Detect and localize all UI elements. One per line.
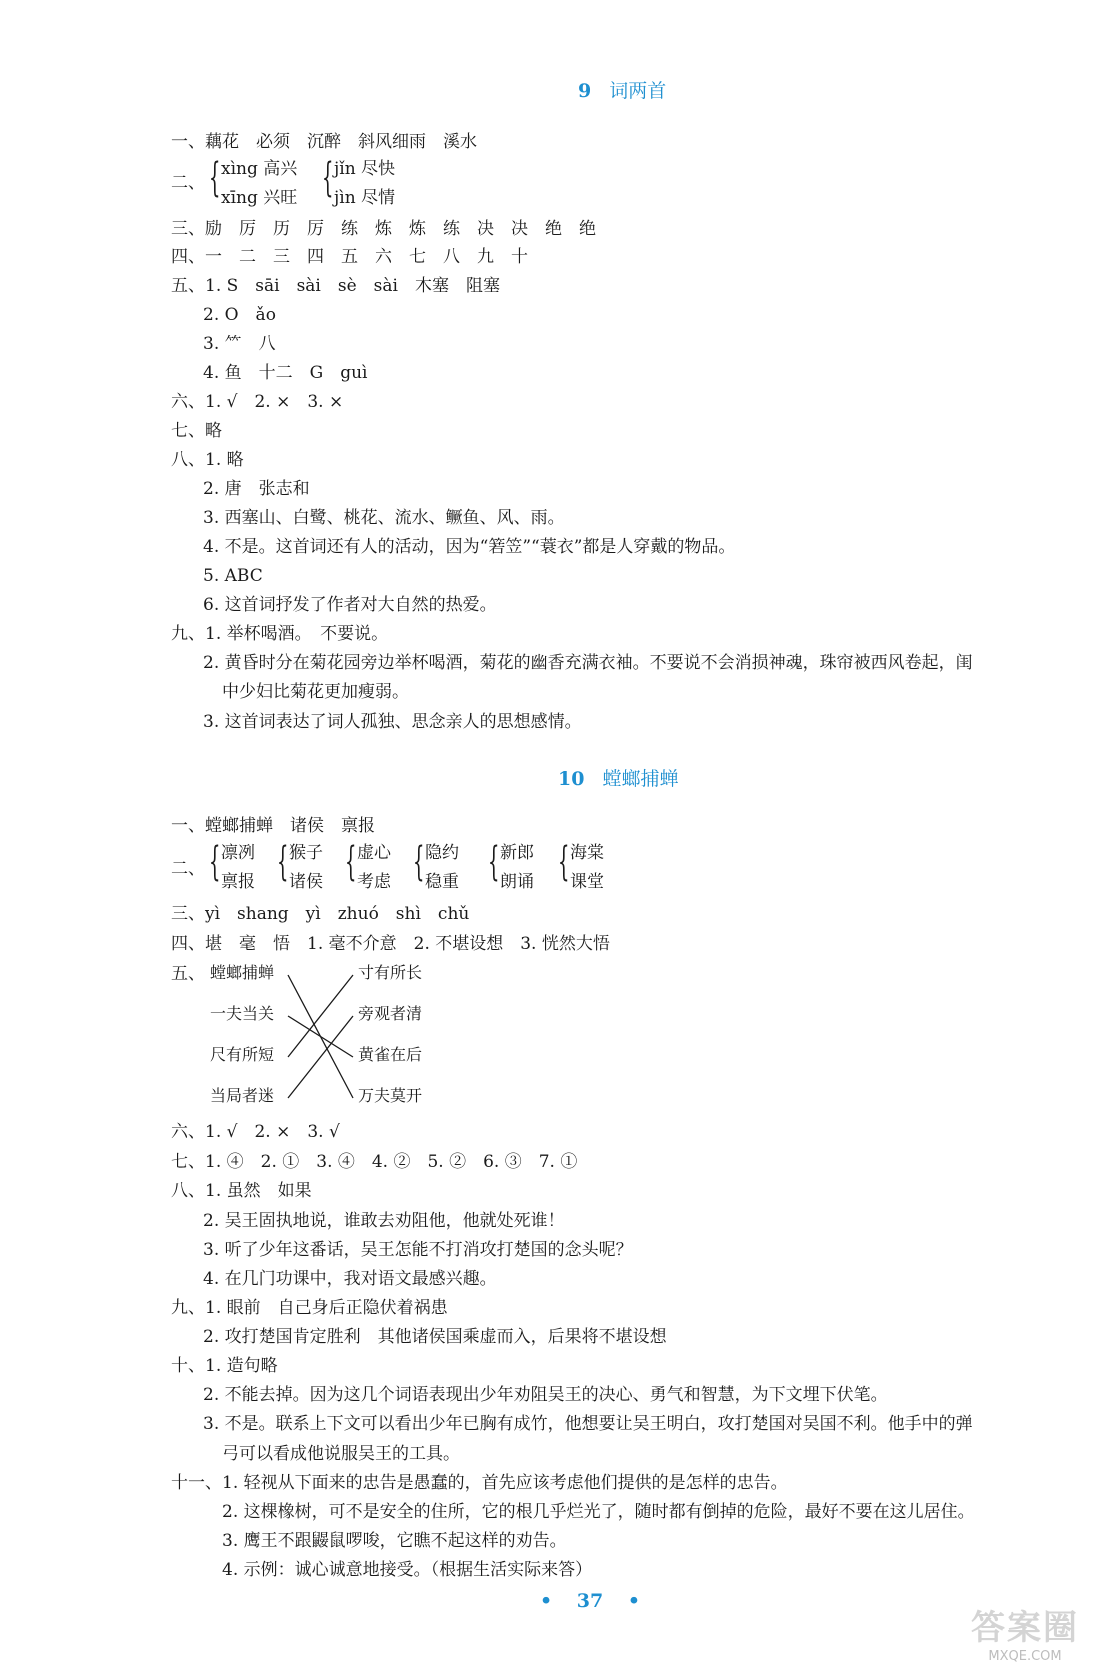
section-number: 10 (558, 768, 585, 790)
s10-q2-pair-word: 猴子 (289, 843, 323, 863)
s10-q2-label: 二、 (171, 859, 205, 879)
s9-q9-2a: 2. 黄昏时分在菊花园旁边举杯喝酒，菊花的幽香充满衣袖。不要说不会消损神魂，珠帘被西风卷起，闺 (203, 653, 973, 673)
s9-q5-2: 2. O ǎo (203, 305, 276, 325)
section-number: 9 (578, 80, 592, 102)
s10-q8-4: 4. 在几门功课中，我对语文最感兴趣。 (203, 1269, 497, 1289)
s9-q5-1: 五、1. S sāi sài sè sài 木塞 阻塞 (171, 276, 500, 296)
s10-q10-3b: 弓可以看成他说服吴王的工具。 (222, 1444, 460, 1464)
match-left-item: 当局者迷 (210, 1086, 275, 1105)
s10-q2-pair-brace: { (277, 839, 289, 885)
s9-q2-brace-1: { (209, 155, 221, 201)
s10-q2-pair-word: 考虑 (357, 872, 391, 892)
site-watermark (971, 1600, 1079, 1664)
s10-q2-pair-word: 虚心 (357, 843, 391, 863)
s9-q6: 六、1. √ 2. × 3. × (171, 392, 344, 412)
s10-q2-pair-word: 凛冽 (221, 843, 255, 863)
s10-q2-pair-word: 稳重 (425, 872, 459, 892)
s9-q7: 七、略 (171, 421, 222, 441)
s10-q2-pair-brace: { (209, 839, 221, 885)
s9-q8-2: 2. 唐 张志和 (203, 479, 310, 499)
s10-q10-3a: 3. 不是。联系上下文可以看出少年已胸有成竹，他想要让吴王明白，攻打楚国对吴国不利。他手中的弹 (203, 1414, 973, 1434)
s10-q10-2: 2. 不能去掉。因为这几个词语表现出少年劝阻吴王的决心、勇气和智慧，为下文埋下伏笔。 (203, 1385, 888, 1405)
section-title-text: 螳螂捕蝉 (602, 768, 679, 790)
s9-q3: 三、励 厉 历 厉 练 炼 炼 练 决 决 绝 绝 (171, 219, 596, 239)
page-number-text: 37 (576, 1590, 604, 1612)
s9-q2-b2: jìn 尽情 (334, 188, 396, 208)
s10-q4: 四、堪 毫 悟 1. 毫不介意 2. 不堪设想 3. 恍然大悟 (171, 934, 610, 954)
s9-q2-b1: jǐn 尽快 (334, 159, 396, 179)
s9-q5-4: 4. 鱼 十二 G guì (203, 363, 368, 383)
section-title-9 (578, 76, 666, 103)
s10-q3: 三、yì shang yì zhuó shì chǔ (171, 904, 470, 924)
s9-q4: 四、一 二 三 四 五 六 七 八 九 十 (171, 247, 528, 267)
s9-q5-3: 3. ⺮ 八 (203, 334, 276, 354)
match-line-3 (288, 975, 353, 1057)
s10-q7: 七、1. ④ 2. ① 3. ④ 4. ② 5. ② 6. ③ 7. ① (171, 1152, 578, 1172)
s9-q2-brace-2: { (322, 155, 334, 201)
match-left-item: 一夫当关 (210, 1004, 275, 1023)
s10-q9-1: 九、1. 眼前 自己身后正隐伏着祸患 (171, 1298, 448, 1318)
s10-q11-3: 3. 鹰王不跟鼹鼠啰唆，它瞧不起这样的劝告。 (222, 1531, 567, 1551)
page-dot-left: • (540, 1590, 553, 1612)
s10-q2-pair-word: 新郎 (500, 843, 534, 863)
match-right-item: 寸有所长 (358, 963, 423, 982)
watermark-logo: 答案圈 (971, 1608, 1079, 1648)
s10-q10-1: 十、1. 造句略 (171, 1356, 278, 1376)
s9-q2-label: 二、 (171, 173, 205, 193)
s10-q1: 一、螳螂捕蝉 诸侯 禀报 (171, 816, 375, 836)
match-left-item: 螳螂捕蝉 (210, 963, 275, 982)
match-right-item: 黄雀在后 (358, 1045, 423, 1064)
s10-q8-1: 八、1. 虽然 如果 (171, 1181, 312, 1201)
s9-q8-1: 八、1. 略 (171, 450, 244, 470)
match-right-item: 旁观者清 (358, 1004, 423, 1023)
s10-q2-pair-word: 诸侯 (289, 872, 323, 892)
s9-q8-4: 4. 不是。这首词还有人的活动，因为“箬笠”“蓑衣”都是人穿戴的物品。 (203, 537, 736, 557)
s10-q6: 六、1. √ 2. × 3. √ (171, 1122, 340, 1142)
s10-q2-pair-word: 禀报 (221, 872, 255, 892)
s10-q2-pair-brace: { (488, 839, 500, 885)
s10-q2-pair-word: 隐约 (425, 843, 459, 863)
page-dot-right: • (627, 1590, 641, 1612)
s10-q2-pair-brace: { (413, 839, 425, 885)
s9-q8-6: 6. 这首词抒发了作者对大自然的热爱。 (203, 595, 497, 615)
s9-q8-3: 3. 西塞山、白鹭、桃花、流水、鳜鱼、风、雨。 (203, 508, 565, 528)
s9-q8-5: 5. ABC (203, 566, 263, 586)
s10-q2-pair-brace: { (558, 839, 570, 885)
s10-q11-1: 十一、1. 轻视从下面来的忠告是愚蠢的，首先应该考虑他们提供的是怎样的忠告。 (171, 1473, 788, 1493)
s10-q9-2: 2. 攻打楚国肯定胜利 其他诸侯国乘虚而入，后果将不堪设想 (203, 1327, 667, 1347)
match-line-2 (288, 1016, 353, 1057)
s10-q2-pair-brace: { (345, 839, 357, 885)
match-right-item: 万夫莫开 (358, 1086, 423, 1105)
s10-q5-label: 五、 (171, 964, 205, 984)
s10-q11-2: 2. 这棵橡树，可不是安全的住所，它的根几乎烂光了，随时都有倒掉的危险，最好不要在这儿居住。 (222, 1502, 975, 1522)
s9-q2-a2: xīng 兴旺 (221, 188, 298, 208)
s10-q2-pair-word: 海棠 (570, 843, 604, 863)
section-title-text: 词两首 (609, 80, 667, 102)
match-left-item: 尺有所短 (210, 1045, 275, 1064)
s10-q8-2: 2. 吴王固执地说，谁敢去劝阻他，他就处死谁！ (203, 1211, 565, 1231)
section-title-10 (558, 764, 678, 791)
match-line-4 (288, 1016, 353, 1098)
match-line-1 (288, 975, 353, 1098)
s10-q11-4: 4. 示例：诚心诚意地接受。（根据生活实际来答） (222, 1560, 593, 1580)
s9-q2-a1: xìng 高兴 (221, 159, 298, 179)
s9-q1: 一、藕花 必须 沉醉 斜风细雨 溪水 (171, 132, 477, 152)
s9-q9-3: 3. 这首词表达了词人孤独、思念亲人的思想感情。 (203, 712, 582, 732)
watermark-site: MXQE.COM (988, 1649, 1062, 1664)
s9-q9-2b: 中少妇比菊花更加瘦弱。 (222, 682, 409, 702)
page-number (540, 1590, 640, 1612)
s10-q8-3: 3. 听了少年这番话，吴王怎能不打消攻打楚国的念头呢？ (203, 1240, 633, 1260)
s10-q2-pair-word: 朗诵 (500, 872, 534, 892)
s10-q2-pair-word: 课堂 (570, 872, 604, 892)
s9-q9-1: 九、1. 举杯喝酒。 不要说。 (171, 624, 389, 644)
